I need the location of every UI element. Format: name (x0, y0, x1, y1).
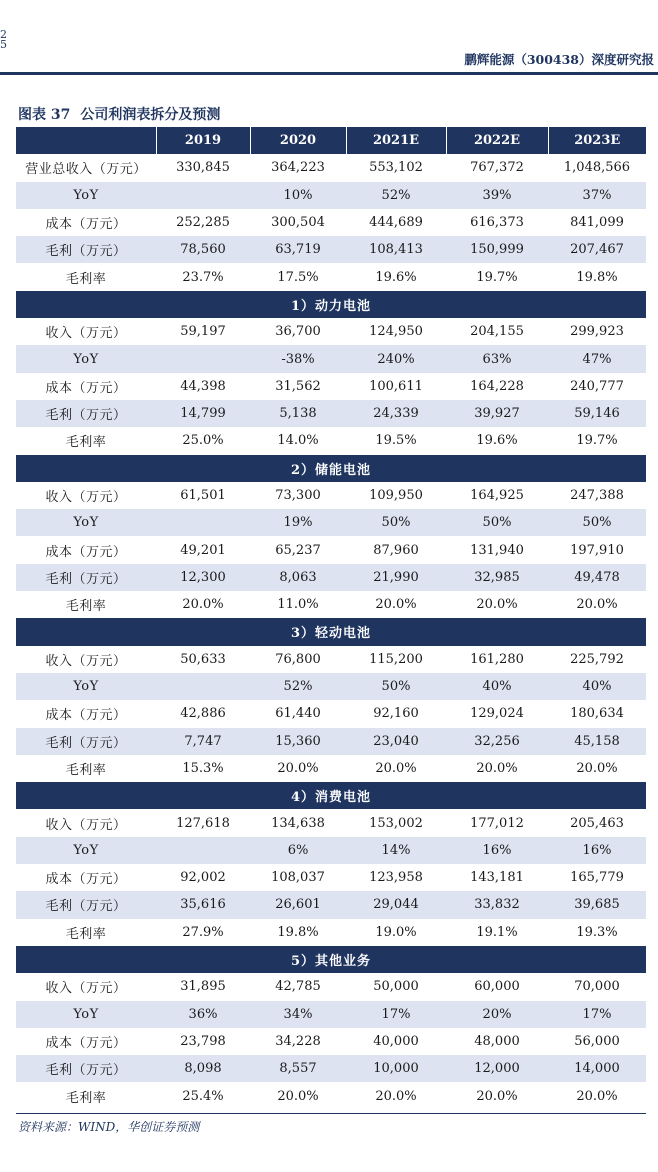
table-row (16, 373, 646, 400)
table-cell: 25.4% (182, 1088, 224, 1104)
table-cell: 45,158 (548, 728, 646, 755)
row-label: 收入（万元） (45, 981, 127, 997)
section-header-row (16, 291, 646, 318)
figure-caption (18, 104, 230, 124)
table-cell: 299,923 (570, 324, 624, 340)
table-cell: 34% (250, 1001, 346, 1028)
table-cell: 52% (250, 673, 346, 700)
table-cell: 19.0% (375, 924, 417, 940)
table-row (16, 427, 646, 454)
table-cell: 364,223 (271, 160, 325, 176)
table-cell: 134,638 (271, 815, 325, 831)
table-row (16, 482, 646, 509)
row-label: 毛利（万元） (16, 891, 156, 918)
table-cell: 32,256 (446, 728, 548, 755)
table-cell: 29,044 (346, 891, 446, 918)
table-cell: 300,504 (271, 215, 325, 231)
table-row (16, 1082, 646, 1109)
row-label: 收入（万元） (45, 326, 127, 342)
table-cell: 19.1% (476, 924, 518, 940)
table-cell: 32,985 (446, 564, 548, 591)
table-cell: 34,228 (275, 1033, 321, 1049)
header-divider (0, 72, 658, 75)
table-cell: 50% (548, 509, 646, 536)
table-row (16, 209, 646, 236)
row-label: 毛利率 (65, 926, 107, 942)
table-cell: 92,160 (373, 706, 419, 722)
table-cell: 240,777 (570, 378, 624, 394)
row-label: 成本（万元） (45, 872, 127, 888)
header-cell-2021e: 2021E (346, 127, 446, 154)
report-header-title: 鹏辉能源（300438）深度研究报 (464, 52, 654, 67)
table-cell: 197,910 (570, 542, 624, 558)
table-row (16, 1055, 646, 1082)
table-cell: 6% (250, 837, 346, 864)
table-cell: 8,098 (156, 1055, 250, 1082)
table-cell: 19.7% (576, 433, 618, 449)
header-cell-label (16, 127, 156, 154)
table-row (16, 646, 646, 673)
table-cell: 50,000 (373, 979, 419, 995)
table-cell: 124,950 (369, 324, 423, 340)
table-cell (156, 837, 250, 864)
row-label: 毛利（万元） (16, 728, 156, 755)
table-row (16, 755, 646, 782)
table-cell: 20.0% (277, 1088, 319, 1104)
row-label: YoY (16, 673, 156, 700)
row-label: 毛利（万元） (16, 236, 156, 263)
table-cell: 78,560 (156, 236, 250, 263)
table-cell: 39,927 (446, 400, 548, 427)
row-label: 收入（万元） (45, 490, 127, 505)
table-cell: 49,201 (180, 542, 226, 558)
table-cell: 19% (250, 509, 346, 536)
table-cell: 50% (346, 673, 446, 700)
row-label: 毛利率 (65, 435, 107, 451)
table-cell: 10% (250, 182, 346, 209)
table-row (16, 919, 646, 946)
table-row (16, 591, 646, 618)
table-cell: 50,633 (180, 651, 226, 667)
table-row (16, 673, 646, 700)
table-cell: 48,000 (474, 1033, 520, 1049)
table-cell: 14,799 (156, 400, 250, 427)
table-cell: 52% (346, 182, 446, 209)
table-cell: 150,999 (446, 236, 548, 263)
table-cell: 39% (446, 182, 548, 209)
table-cell: 19.8% (576, 269, 618, 285)
table-row (16, 864, 646, 891)
table-row (16, 536, 646, 563)
table-cell: 553,102 (369, 160, 423, 176)
table-cell: 23,040 (346, 728, 446, 755)
section-title: 2）储能电池 (16, 455, 646, 482)
header-cell-2020: 2020 (250, 127, 346, 154)
table-row (16, 809, 646, 836)
table-cell: 35,616 (156, 891, 250, 918)
section-header-row (16, 455, 646, 482)
table-cell: 12,300 (156, 564, 250, 591)
row-label: 营业总收入（万元） (25, 162, 147, 178)
table-cell: 330,845 (176, 160, 230, 176)
table-row (16, 1001, 646, 1028)
table-cell: 8,063 (250, 564, 346, 591)
table-bottom-divider (16, 1113, 646, 1114)
table-cell: 59,197 (180, 324, 226, 340)
table-cell: 65,237 (275, 542, 321, 558)
section-title: 4）消费电池 (16, 782, 646, 809)
table-cell: 204,155 (470, 324, 524, 340)
row-label: 成本（万元） (45, 380, 127, 396)
header-cell-2023e: 2023E (548, 127, 646, 154)
table-cell: 20.0% (375, 1088, 417, 1104)
table-cell: 39,685 (548, 891, 646, 918)
row-label: 毛利率 (65, 599, 107, 615)
table-cell: 841,099 (570, 215, 624, 231)
table-cell: 87,960 (373, 542, 419, 558)
table-cell: 17% (346, 1001, 446, 1028)
table-cell: 225,792 (570, 651, 624, 667)
table-cell: 20.0% (576, 760, 618, 776)
table-row (16, 318, 646, 345)
table-cell: 10,000 (346, 1055, 446, 1082)
table-cell: 15.3% (182, 760, 224, 776)
table-row (16, 700, 646, 727)
table-cell: 16% (548, 837, 646, 864)
row-label: 毛利率 (65, 1090, 107, 1106)
table-cell: 20.0% (277, 760, 319, 776)
table-row (16, 236, 646, 263)
section-header-row (16, 946, 646, 973)
section-header-row (16, 782, 646, 809)
table-cell: 50% (346, 509, 446, 536)
table-cell: 49,478 (548, 564, 646, 591)
row-label: YoY (16, 509, 156, 536)
table-cell: 15,360 (250, 728, 346, 755)
table-row (16, 509, 646, 536)
table-cell: 63,719 (250, 236, 346, 263)
row-label: 毛利（万元） (16, 400, 156, 427)
table-row (16, 182, 646, 209)
table-cell: 14% (346, 837, 446, 864)
table-cell: 19.3% (576, 924, 618, 940)
table-cell: 40,000 (373, 1033, 419, 1049)
table-cell: 50% (446, 509, 548, 536)
table-cell: 59,146 (548, 400, 646, 427)
table-cell: 60,000 (474, 979, 520, 995)
table-cell: 20.0% (375, 760, 417, 776)
table-cell: 42,785 (275, 979, 321, 995)
table-cell: 247,388 (570, 488, 624, 503)
table-cell: 20.0% (375, 597, 417, 613)
table-cell: 47% (548, 345, 646, 372)
table-cell: 36,700 (275, 324, 321, 340)
table-cell: 7,747 (156, 728, 250, 755)
table-cell: 20.0% (576, 597, 618, 613)
table-row (16, 973, 646, 1000)
table-cell: 33,832 (446, 891, 548, 918)
table-row (16, 728, 646, 755)
table-cell: 31,895 (180, 979, 226, 995)
table-header-row (16, 127, 646, 154)
table-cell: 26,601 (250, 891, 346, 918)
figure-number: 图表 37 (18, 107, 71, 123)
table-cell: 20.0% (476, 597, 518, 613)
row-label: 毛利（万元） (16, 1055, 156, 1082)
table-cell: 19.5% (375, 433, 417, 449)
table-cell: 14.0% (277, 433, 319, 449)
table-cell: 108,413 (346, 236, 446, 263)
table-cell: 616,373 (470, 215, 524, 231)
section-title: 3）轻动电池 (16, 618, 646, 645)
section-title: 5）其他业务 (16, 946, 646, 973)
table-cell: 20.0% (576, 1088, 618, 1104)
table-cell: 5,138 (250, 400, 346, 427)
table-cell: 27.9% (182, 924, 224, 940)
table-cell: 19.6% (375, 269, 417, 285)
row-label: 毛利率 (65, 762, 107, 778)
row-label: 收入（万元） (45, 817, 127, 833)
table-cell: 19.6% (476, 433, 518, 449)
table-cell: 92,002 (180, 870, 226, 886)
table-cell: 56,000 (574, 1033, 620, 1049)
table-cell: 207,467 (548, 236, 646, 263)
table-cell: 40% (446, 673, 548, 700)
table-cell: 12,000 (446, 1055, 548, 1082)
table-cell: 42,886 (180, 706, 226, 722)
row-label: 收入（万元） (45, 653, 127, 669)
table-cell: 127,618 (176, 815, 230, 831)
table-cell: 17.5% (277, 269, 319, 285)
section-title: 1）动力电池 (16, 291, 646, 318)
table-cell: 61,501 (180, 488, 226, 503)
table-cell: -38% (250, 345, 346, 372)
row-label: 毛利（万元） (16, 564, 156, 591)
table-cell: 115,200 (369, 651, 423, 667)
table-row (16, 1028, 646, 1055)
row-label: 成本（万元） (45, 1035, 127, 1051)
table-row (16, 263, 646, 290)
table-cell: 8,557 (250, 1055, 346, 1082)
table-cell: 23.7% (182, 269, 224, 285)
row-label: 成本（万元） (45, 217, 127, 233)
source-note: 资料来源：WIND，华创证券预测 (18, 1120, 200, 1134)
table-cell: 180,634 (570, 706, 624, 722)
table-cell (156, 509, 250, 536)
table-cell: 153,002 (369, 815, 423, 831)
table-cell: 20.0% (182, 597, 224, 613)
table-cell: 131,940 (470, 542, 524, 558)
header-cell-2019: 2019 (156, 127, 250, 154)
table-cell: 123,958 (369, 870, 423, 886)
row-label: 成本（万元） (45, 708, 127, 724)
header-cell-2022e: 2022E (446, 127, 548, 154)
table-cell: 61,440 (275, 706, 321, 722)
table-row (16, 400, 646, 427)
table-cell: 21,990 (346, 564, 446, 591)
table-cell: 164,925 (470, 488, 524, 503)
table-cell: 252,285 (176, 215, 230, 231)
table-cell: 1,048,566 (563, 160, 631, 176)
table-row (16, 564, 646, 591)
row-label: 成本（万元） (45, 544, 127, 560)
table-cell: 20.0% (476, 1088, 518, 1104)
table-cell: 161,280 (470, 651, 524, 667)
row-label: YoY (16, 182, 156, 209)
table-row (16, 837, 646, 864)
row-label: 毛利率 (65, 271, 107, 287)
table-cell: 205,463 (570, 815, 624, 831)
corner-page-mark: 2 5 (0, 28, 7, 51)
table-cell (156, 182, 250, 209)
table-cell: 240% (346, 345, 446, 372)
table-cell: 40% (548, 673, 646, 700)
table-cell: 444,689 (369, 215, 423, 231)
table-cell: 17% (548, 1001, 646, 1028)
table-cell: 143,181 (470, 870, 524, 886)
table-cell: 23,798 (180, 1033, 226, 1049)
table-cell: 109,950 (369, 488, 423, 503)
table-cell: 24,339 (346, 400, 446, 427)
table-cell: 19.7% (476, 269, 518, 285)
table-cell: 16% (446, 837, 548, 864)
table-cell: 20.0% (476, 760, 518, 776)
table-cell: 37% (548, 182, 646, 209)
table-cell: 73,300 (275, 488, 321, 503)
table-row (16, 891, 646, 918)
profit-breakdown-table (16, 127, 646, 1110)
row-label: YoY (16, 837, 156, 864)
table-cell: 165,779 (570, 870, 624, 886)
table-cell: 177,012 (470, 815, 524, 831)
table-cell: 11.0% (277, 597, 319, 613)
row-label: YoY (16, 345, 156, 372)
table-cell (156, 673, 250, 700)
table-row (16, 154, 646, 181)
section-header-row (16, 618, 646, 645)
table-row (16, 345, 646, 372)
table-cell: 129,024 (470, 706, 524, 722)
table-cell: 100,611 (369, 378, 423, 394)
table-cell: 14,000 (548, 1055, 646, 1082)
table-cell: 31,562 (275, 378, 321, 394)
table-body (16, 154, 646, 1109)
table-cell: 767,372 (470, 160, 524, 176)
table-cell: 20% (446, 1001, 548, 1028)
table-cell: 19.8% (277, 924, 319, 940)
table-cell (156, 345, 250, 372)
table-cell: 76,800 (275, 651, 321, 667)
table-cell: 25.0% (182, 433, 224, 449)
table-cell: 70,000 (574, 979, 620, 995)
table-cell: 63% (446, 345, 548, 372)
table-cell: 36% (156, 1001, 250, 1028)
figure-title: 公司利润表拆分及预测 (80, 107, 221, 123)
table-cell: 164,228 (470, 378, 524, 394)
table-cell: 108,037 (271, 870, 325, 886)
row-label: YoY (16, 1001, 156, 1028)
table-cell: 44,398 (180, 378, 226, 394)
